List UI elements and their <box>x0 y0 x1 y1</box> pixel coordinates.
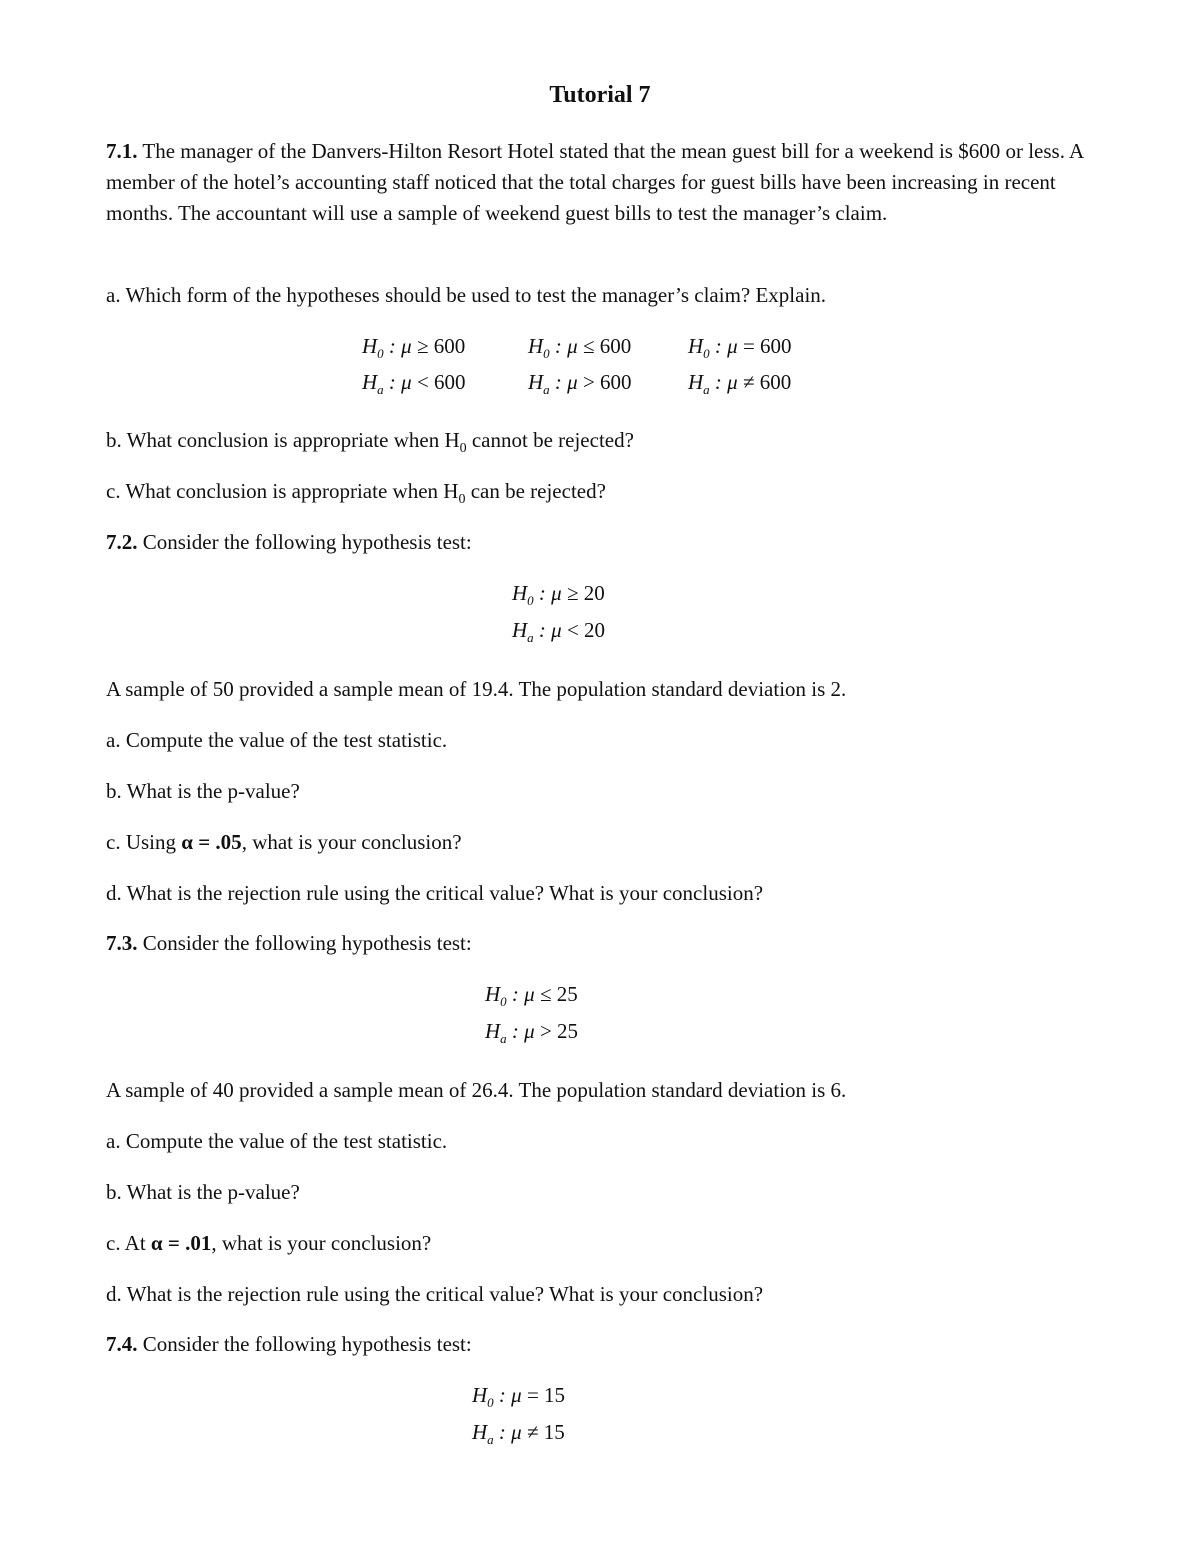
question-7-3-a: a. Compute the value of the test statistic. <box>106 1129 448 1153</box>
question-7-4: 7.4. Consider the following hypothesis test: <box>106 1332 472 1356</box>
question-7-1-a: a. Which form of the hypotheses should be used to test the manager’s claim? Explain. <box>106 283 827 307</box>
question-7-3: 7.3. Consider the following hypothesis test: <box>106 931 472 955</box>
hypothesis-7-2-h0: $H_0$ : μ ≥ 20 <box>512 581 605 608</box>
question-7-1-b: b. What conclusion is appropriate when $H_0$ cannot be rejected? <box>106 428 634 457</box>
question-text: The manager of the Danvers-Hilton Resort Hotel stated that the mean guest bill for a weekend is $600 or less. A member of the hotel’s accounting staff noticed that the total charges for guest bills have been increasing in recent months. The accountant will use a sample of weekend guest bills to test the manager’s claim. <box>106 139 1084 225</box>
hypothesis-h0-option-3: $H_0$ : μ = 600 <box>688 334 792 361</box>
hypothesis-7-3-ha: $H_a$ : μ > 25 <box>485 1019 579 1046</box>
question-7-2-b: b. What is the p-value? <box>106 779 300 803</box>
hypothesis-7-2-ha: $H_a$ : μ < 20 <box>512 618 606 645</box>
hypothesis-7-3-h0: $H_0$ : μ ≤ 25 <box>485 982 578 1009</box>
question-number: 7.1. <box>106 139 138 163</box>
hypothesis-7-4-ha: $H_a$ : μ ≠ 15 <box>472 1420 565 1447</box>
question-7-3-b: b. What is the p-value? <box>106 1180 300 1204</box>
hypothesis-ha-option-1: $H_a$ : μ < 600 <box>362 370 466 397</box>
hypothesis-h0-option-2: $H_0$ : μ ≤ 600 <box>528 334 632 361</box>
hypothesis-ha-option-2: $H_a$ : μ > 600 <box>528 370 632 397</box>
question-7-2-a: a. Compute the value of the test statistic. <box>106 728 448 752</box>
question-7-3-c: c. At α = .01, what is your conclusion? <box>106 1231 432 1255</box>
page-title: Tutorial 7 <box>549 82 651 108</box>
question-7-3-d: d. What is the rejection rule using the critical value? What is your conclusion? <box>106 1282 764 1306</box>
question-7-2-d: d. What is the rejection rule using the critical value? What is your conclusion? <box>106 881 764 905</box>
question-7-2-sample: A sample of 50 provided a sample mean of 19.4. The population standard deviation is 2. <box>106 677 847 701</box>
hypothesis-7-4-h0: $H_0$ : μ = 15 <box>472 1383 566 1410</box>
question-7-3-sample: A sample of 40 provided a sample mean of 26.4. The population standard deviation is 6. <box>106 1078 847 1102</box>
question-7-1-c: c. What conclusion is appropriate when $H_0$ can be rejected? <box>106 479 606 508</box>
hypothesis-ha-option-3: $H_a$ : μ ≠ 600 <box>688 370 792 397</box>
question-7-2: 7.2. Consider the following hypothesis test: <box>106 530 472 554</box>
hypothesis-h0-option-1: $H_0$ : μ ≥ 600 <box>362 334 466 361</box>
question-7-2-c: c. Using α = .05, what is your conclusion? <box>106 830 462 854</box>
question-7-1 <box>106 136 1096 229</box>
